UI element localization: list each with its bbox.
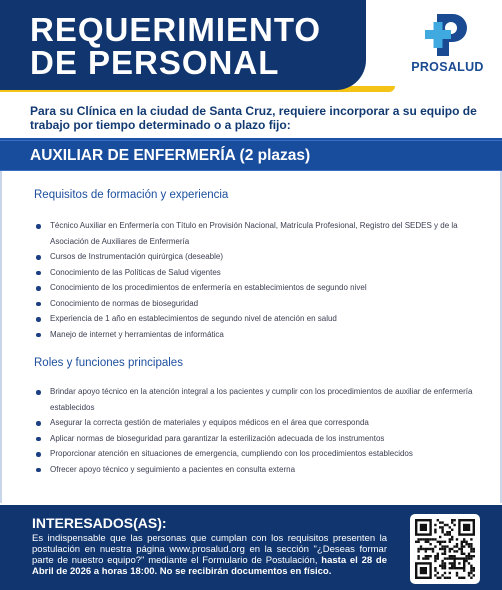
bullet-dot-icon bbox=[36, 317, 41, 322]
bullet-dot-icon bbox=[36, 421, 41, 426]
bullet-dot-icon bbox=[36, 224, 41, 229]
prosalud-cross-logo-icon bbox=[423, 12, 471, 58]
list-item: Cursos de Instrumentación quirúrgica (deseable) bbox=[36, 249, 486, 265]
footer-text: Es indispensable que las personas que cumplan con los requisitos presenten la postulación en nuestra página www.prosalud.org en la sección "¿Deseas formar parte de nuestro equipo?" mediante el Formulario de Postulación, hasta el 28 de Abril de 2026 a horas 18:00. No se recibirán documentos en físico. bbox=[32, 533, 388, 577]
list-item: Brindar apoyo técnico en la atención integral a los pacientes y cumplir con los procedimientos de auxiliar de enfermería establecidos bbox=[36, 384, 486, 415]
requirements-heading: Requisitos de formación y experiencia bbox=[34, 189, 229, 201]
roles-list bbox=[36, 384, 486, 477]
page-title-line-2: DE PERSONAL bbox=[30, 44, 280, 81]
list-item: Conocimiento de los procedimientos de enfermería en establecimientos de segundo nivel bbox=[36, 280, 486, 296]
list-item: Conocimiento de normas de bioseguridad bbox=[36, 296, 486, 312]
bullet-dot-icon bbox=[36, 255, 41, 260]
list-item: Conocimiento de las Políticas de Salud vigentes bbox=[36, 265, 486, 281]
bullet-dot-icon bbox=[36, 468, 41, 473]
list-item: Manejo de internet y herramientas de informática bbox=[36, 327, 486, 343]
position-title: AUXILIAR DE ENFERMERÍA (2 plazas) bbox=[30, 147, 311, 164]
bullet-dot-icon bbox=[36, 437, 41, 442]
footer-title: INTERESADOS(AS): bbox=[32, 515, 167, 531]
list-item: Proporcionar atención en situaciones de emergencia, cumpliendo con los procedimientos establecidos bbox=[36, 446, 486, 462]
page-title-line-1: REQUERIMIENTO bbox=[30, 11, 322, 48]
bullet-dot-icon bbox=[36, 302, 41, 307]
prosalud-logo bbox=[400, 12, 495, 82]
list-item: Técnico Auxiliar en Enfermería con Título en Provisión Nacional, Matrícula Profesional, Registro del SEDES y de la Asociación de Auxiliares de Enfermería bbox=[36, 218, 486, 249]
roles-heading: Roles y funciones principales bbox=[34, 357, 183, 369]
list-item: Asegurar la correcta gestión de materiales y equipos médicos en el área que corresponda bbox=[36, 415, 486, 431]
qr-code[interactable] bbox=[410, 514, 480, 584]
intro-text: Para su Clínica en la ciudad de Santa Cruz, requiere incorporar a su equipo de trabajo por tiempo determinado o a plazo fijo: bbox=[30, 104, 477, 132]
list-item: Experiencia de 1 año en establecimientos de segundo nivel de atención en salud bbox=[36, 311, 486, 327]
logo-text: PROSALUD bbox=[411, 60, 484, 74]
bullet-dot-icon bbox=[36, 333, 41, 338]
list-item: Aplicar normas de bioseguridad para garantizar la esterilización adecuada de los instrumentos bbox=[36, 431, 486, 447]
bullet-dot-icon bbox=[36, 390, 41, 395]
header bbox=[0, 0, 502, 110]
bullet-dot-icon bbox=[36, 286, 41, 291]
qr-code-icon[interactable] bbox=[415, 519, 475, 579]
bullet-dot-icon bbox=[36, 452, 41, 457]
list-item: Ofrecer apoyo técnico y seguimiento a pacientes en consulta externa bbox=[36, 462, 486, 478]
bullet-dot-icon bbox=[36, 271, 41, 276]
requirements-list bbox=[36, 218, 486, 342]
